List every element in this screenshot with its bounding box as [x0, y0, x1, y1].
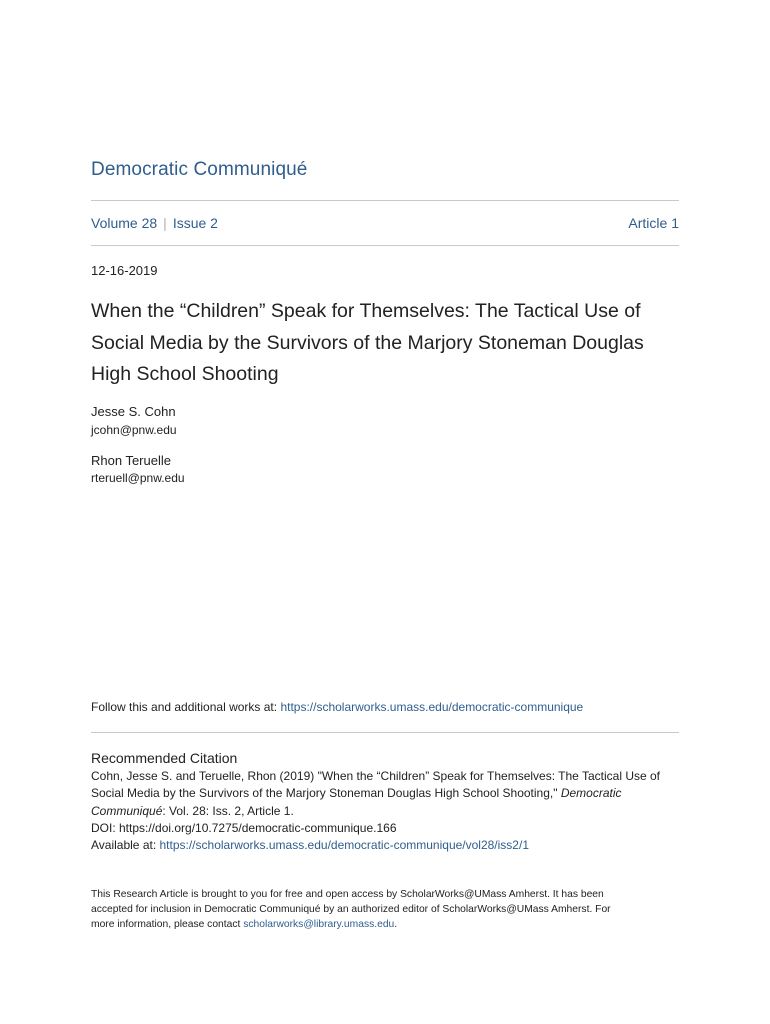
author-email: jcohn@pnw.edu: [91, 423, 177, 437]
author-email: rteruell@pnw.edu: [91, 471, 185, 485]
journal-name-italic: Communiqué: [91, 803, 163, 818]
article-title: [91, 296, 679, 391]
volume-link[interactable]: Volume 28: [91, 215, 158, 231]
notice-line: [91, 917, 679, 932]
issue-info: [91, 215, 679, 231]
citation-available: [91, 837, 679, 854]
available-label: Available at:: [91, 838, 160, 853]
notice-text: .: [394, 919, 398, 931]
divider-top: [91, 200, 679, 201]
follow-text: Follow this and additional works at:: [91, 700, 281, 714]
article-link[interactable]: Article 1: [628, 215, 679, 231]
contact-email-link[interactable]: scholarworks@library.umass.edu: [243, 919, 395, 931]
article-title-line: When the “Children” Speak for Themselves: The Tactical Use of: [91, 300, 641, 322]
citation-line: [91, 803, 679, 820]
journal-title-link[interactable]: Democratic Communiqué: [91, 159, 308, 180]
notice-text: more information, please contact: [91, 919, 244, 931]
divider-citation: [91, 732, 679, 733]
available-link[interactable]: https://scholarworks.umass.edu/democratic-communique/vol28/iss2/1: [159, 838, 529, 853]
article-title-line: High School Shooting: [91, 363, 279, 385]
publication-date: 12-16-2019: [91, 263, 158, 278]
notice-line: This Research Article is brought to you for free and open access by ScholarWorks@UMass Amherst. It has been: [91, 889, 604, 900]
article-title-line: Social Media by the Survivors of the Marjory Stoneman Douglas: [91, 331, 644, 354]
author-name: Rhon Teruelle: [91, 453, 171, 468]
notice-line: accepted for inclusion in Democratic Communiqué by an authorized editor of ScholarWorks@UMass Amherst. For: [91, 904, 611, 916]
access-notice: [91, 887, 679, 933]
cover-page: [91, 0, 679, 1024]
citation-text: [91, 768, 679, 854]
citation-line: [91, 785, 679, 802]
follow-link[interactable]: https://scholarworks.umass.edu/democratic-communique: [280, 700, 584, 714]
journal-name-italic: Democratic: [560, 786, 622, 801]
separator: |: [163, 215, 167, 231]
citation-line: Cohn, Jesse S. and Teruelle, Rhon (2019) "When the “Children” Speak for Themselves: The Tactical Use of: [91, 769, 660, 783]
citation-text-part: : Vol. 28: Iss. 2, Article 1.: [162, 803, 294, 818]
citation-text-part: Social Media by the Survivors of the Marjory Stoneman Douglas High School Shooting,": [91, 786, 561, 801]
follow-line: [91, 700, 583, 714]
citation-doi: DOI: https://doi.org/10.7275/democratic-communique.166: [91, 820, 397, 835]
divider-issue: [91, 245, 679, 246]
issue-link[interactable]: Issue 2: [172, 215, 218, 231]
recommended-citation-heading: Recommended Citation: [91, 750, 238, 766]
author-name: Jesse S. Cohn: [91, 404, 176, 419]
